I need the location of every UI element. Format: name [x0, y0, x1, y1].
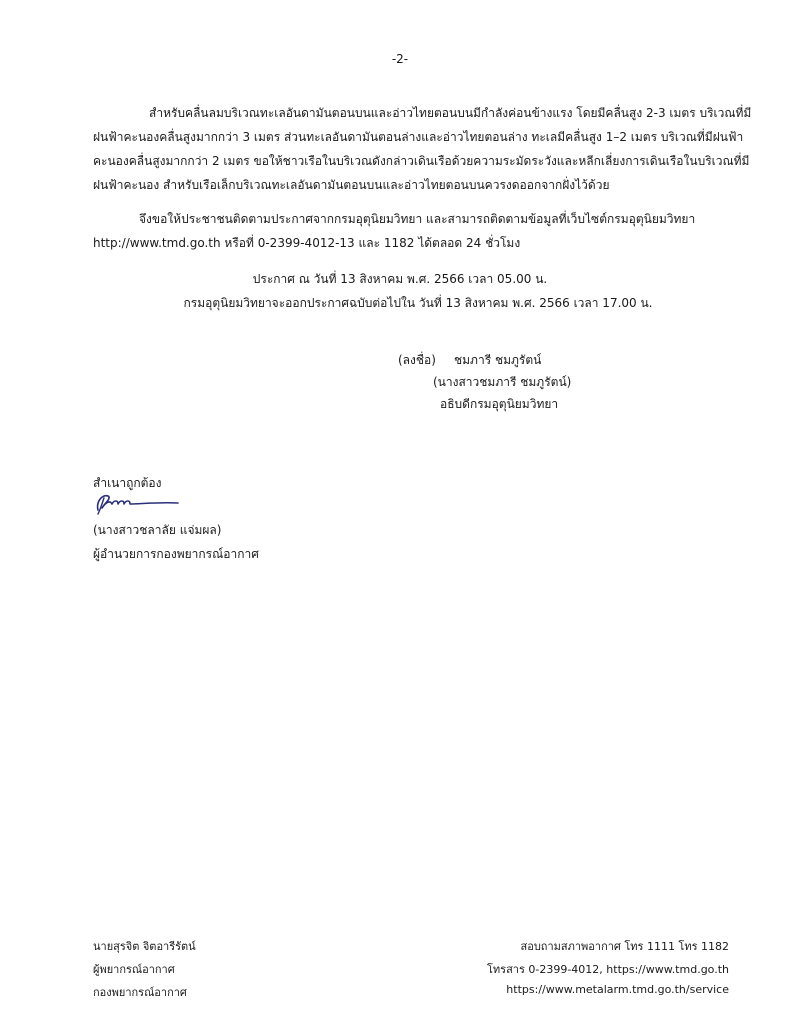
- paragraph-line: สำหรับคลื่นลมบริเวณทะเลอันดามันตอนบนและอ่าวไทยตอนบนมีกำลังค่อนข้างแรง โดยมีคลื่นสูง 2-3 เมตร บริเวณที่มี: [149, 106, 752, 120]
- next-announcement: กรมอุตุนิยมวิทยาจะออกประกาศฉบับต่อไปใน วันที่ 13 สิงหาคม พ.ศ. 2566 เวลา 17.00 น.: [183, 296, 653, 310]
- footer-role: ผู้พยากรณ์อากาศ: [93, 963, 175, 976]
- footer-forecaster: นายสุรจิต จิตอารีรัตน์: [93, 940, 196, 953]
- footer-fax[interactable]: โทรสาร 0-2399-4012, https://www.tmd.go.th: [487, 963, 729, 976]
- signatory-title: อธิบดีกรมอุตุนิยมวิทยา: [440, 397, 559, 411]
- handwritten-signature: [92, 490, 182, 516]
- footer-service-link[interactable]: https://www.metalarm.tmd.go.th/service: [506, 983, 729, 996]
- certified-copy-title: ผู้อำนวยการกองพยากรณ์อากาศ: [93, 547, 259, 561]
- signatory-full-name: (นางสาวชมภารี ชมภูรัตน์): [433, 375, 572, 389]
- footer-inquiry: สอบถามสภาพอากาศ โทร 1111 โทร 1182: [520, 940, 729, 953]
- issued-date: ประกาศ ณ วันที่ 13 สิงหาคม พ.ศ. 2566 เวลา 05.00 น.: [252, 272, 548, 286]
- footer-division: กองพยากรณ์อากาศ: [93, 986, 187, 999]
- paragraph-line: ฝนฟ้าคะนอง สำหรับเรือเล็กบริเวณทะเลอันดามันตอนบนและอ่าวไทยตอนบนควรงดออกจากฝั่งไว้ด้วย: [93, 178, 610, 192]
- paragraph-line: จึงขอให้ประชาชนติดตามประกาศจากกรมอุตุนิยมวิทยา และสามารถติดตามข้อมูลที่เว็บไซต์กรมอุตุนิยมวิทยา: [139, 212, 696, 226]
- signed-label: (ลงชื่อ): [398, 353, 436, 367]
- certified-copy-label: สำเนาถูกต้อง: [93, 476, 162, 490]
- paragraph-line: คะนองคลื่นสูงมากกว่า 2 เมตร ขอให้ชาวเรือในบริเวณดังกล่าวเดินเรือด้วยความระมัดระวังและหลีกเลี่ยงการเดินเรือในบริเวณที่มี: [93, 154, 750, 168]
- weather-paragraph: [93, 101, 752, 197]
- certified-copy-name: (นางสาวชลาลัย แจ่มผล): [93, 523, 222, 537]
- paragraph-line: ฝนฟ้าคะนองคลื่นสูงมากกว่า 3 เมตร ส่วนทะเลอันดามันตอนล่างและอ่าวไทยตอนล่าง ทะเลมีคลื่นสูง 1–2 เมตร บริเวณที่มีฝนฟ้า: [93, 130, 744, 144]
- signed-name: ชมภารี ชมภูรัตน์: [454, 353, 542, 367]
- page-number: -2-: [391, 52, 409, 66]
- paragraph-line: http://www.tmd.go.th หรือที่ 0-2399-4012-13 และ 1182 ได้ตลอด 24 ชั่วโมง: [93, 236, 521, 250]
- contact-paragraph: [93, 207, 729, 255]
